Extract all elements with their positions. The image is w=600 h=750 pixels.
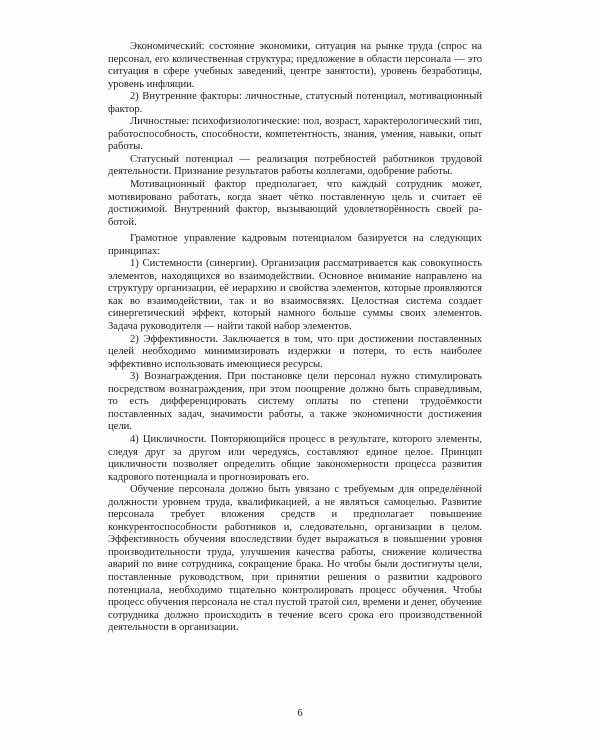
paragraph-personal: Личностные: психофизиологические: пол, возраст, характерологический тип, работоспособность, способности, компетентность, знания, умения, навыки, опыт работы. [108, 116, 482, 153]
paragraph-status-potential: Статусный потенциал — реализация потребностей работников трудовой деятельности. Признание результатов работы коллегами, одобрение работы. [108, 153, 482, 178]
paragraph-efficiency: 2) Эффективности. Заключается в том, что при достижении поставленных целей необходимо минимизировать издержки и потери, то есть наиболее эффективно использовать имеющиеся ресурсы. [108, 333, 482, 370]
paragraph-cyclicity: 4) Цикличности. Повторяющийся процесс в результате, которого элементы, следуя друг за другом или чередуясь, составляют единое целое. Принцип цикличности позволяет определить общие закономерности процесса развития кадрового потенциала и прогнозировать его. [108, 433, 482, 483]
paragraph-reward: 3) Вознаграждения. При постановке цели персонал нужно стимулировать посредством вознаграждения, при этом поощрение должно быть справедливым, то есть дифференцировать систему оплаты по степени трудоёмкости поставленных задач, значимости работы, а также экономичности достижения цели. [108, 371, 482, 433]
paragraph-principles-intro: Грамотное управление кадровым потенциалом базируется на следующих принципах: [108, 233, 482, 257]
paragraph-economic: Экономический: состояние экономики, ситуация на рынке труда (спрос на персонал, его количественная структура; предложение в области персонала — это ситуация в сфере учебных заведений, центре занятости), уровень безработицы, уровень инфляции. [108, 41, 482, 90]
paragraph-systemness: 1) Системности (синергии). Организация рассматривается как совокупность элементов, находящихся во взаимодействии. Основное внимание направлено на структуру организации, её иерархию и свойства элементов, которые проявляются как во взаимодействии, так и во взаимосвязях. Целостная система создает синергетический эффект, который намного больше суммы своих элементов. Задача руководителя — найти такой набор элементов. [108, 258, 482, 333]
body-text [108, 41, 482, 635]
paragraph-motivation: Мотивационный фактор предполагает, что каждый сотрудник может, мотивировано работать, когда знает чётко поставленную цель и считает её достижимой. Внутренний фактор, вызывающий удовлетворённость своей работой. [108, 179, 482, 228]
paragraph-training: Обучение персонала должно быть увязано с требуемым для определённой должности уровнем труда, квалификацией, а не являться самоцелью. Развитие персонала требует вложения средств и предполагает повышение конкурентоспособности работников и, следовательно, организации в целом. Эффективность обучения впоследствии будет выражаться в повышении уровня производительности труда, улучшения качества работы, снижение количества аварий по вине сотрудника, сокращение брака. Но чтобы были достигнуты цели, поставленные руководством, при принятии решения о развитии кадрового потенциала, необходимо тщательно контролировать процесс обучения. Чтобы процесс обучения персонала не стал пустой тратой сил, времени и денег, обучение сотрудника должно происходить в течение всего срока его производственной деятельности в организации. [108, 484, 482, 634]
paragraph-internal-factors: 2) Внутренние факторы: личностные, статусный потенциал, мотивационный фактор. [108, 91, 482, 115]
page-number: 6 [297, 708, 303, 719]
